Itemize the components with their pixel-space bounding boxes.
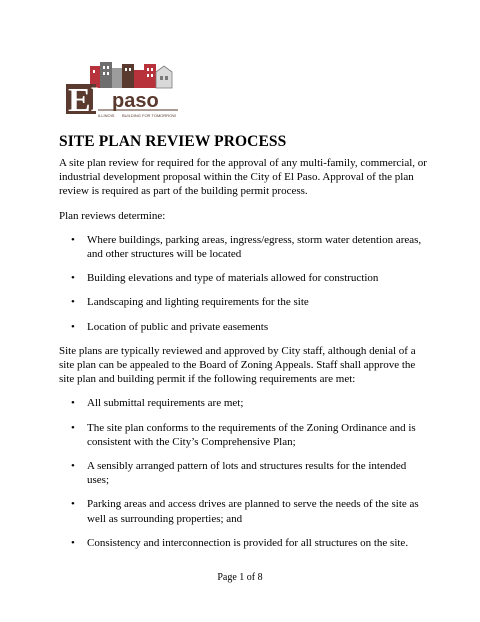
intro-paragraph: A site plan review for required for the approval of any multi-family, commercial, or industrial development proposal within the City of El Paso. Approval of the plan review is required as part of the building permit process. bbox=[59, 157, 427, 198]
list-item: • Where buildings, parking areas, ingress/egress, storm water detention areas, and other structures will be located bbox=[71, 233, 422, 261]
page-number: Page 1 of 8 bbox=[217, 572, 263, 583]
bullet-icon: • bbox=[71, 536, 75, 549]
document-body bbox=[59, 156, 429, 560]
logo-graphic bbox=[64, 58, 182, 120]
bullet-icon: • bbox=[71, 397, 75, 410]
bullet-icon: • bbox=[71, 272, 75, 285]
bullet-icon: • bbox=[71, 233, 75, 246]
requirements-list bbox=[59, 396, 429, 550]
determines-list bbox=[59, 233, 429, 334]
logo-wordmark-right: paso bbox=[112, 90, 159, 112]
page-title: SITE PLAN REVIEW PROCESS bbox=[59, 133, 287, 150]
el-paso-logo bbox=[64, 58, 182, 120]
list-item: • The site plan conforms to the requirements of the Zoning Ordinance and is consistent with the City’s Comprehensive Plan; bbox=[71, 421, 416, 448]
list-item: • Building elevations and type of materials allowed for construction bbox=[71, 272, 379, 285]
list-item: • Parking areas and access drives are planned to serve the needs of the site as well as surrounding properties; and bbox=[71, 498, 419, 525]
determines-label: Plan reviews determine: bbox=[59, 209, 166, 222]
bullet-icon: • bbox=[71, 498, 75, 511]
bullet-icon: • bbox=[71, 296, 75, 309]
list-item: • Location of public and private easements bbox=[71, 320, 269, 333]
list-item: • A sensibly arranged pattern of lots and structures results for the intended uses; bbox=[71, 460, 407, 487]
logo-location: ILLINOIS bbox=[98, 113, 115, 118]
bullet-icon: • bbox=[71, 421, 75, 434]
list-item: • Consistency and interconnection is provided for all structures on the site. bbox=[71, 536, 409, 549]
logo-tagline: BUILDING FOR TOMORROW bbox=[122, 113, 177, 118]
list-item: • All submittal requirements are met; bbox=[71, 397, 244, 410]
list-item: • Landscaping and lighting requirements for the site bbox=[71, 296, 309, 309]
approval-paragraph: Site plans are typically reviewed and approved by City staff, although denial of a site plan can be appealed to the Board of Zoning Appeals. Staff shall approve the site plan and building permit if the following requirements are met: bbox=[59, 344, 416, 386]
skyline-icon bbox=[90, 62, 172, 88]
logo-wordmark-left: El bbox=[68, 82, 101, 119]
bullet-icon: • bbox=[71, 460, 75, 473]
bullet-icon: • bbox=[71, 320, 75, 333]
